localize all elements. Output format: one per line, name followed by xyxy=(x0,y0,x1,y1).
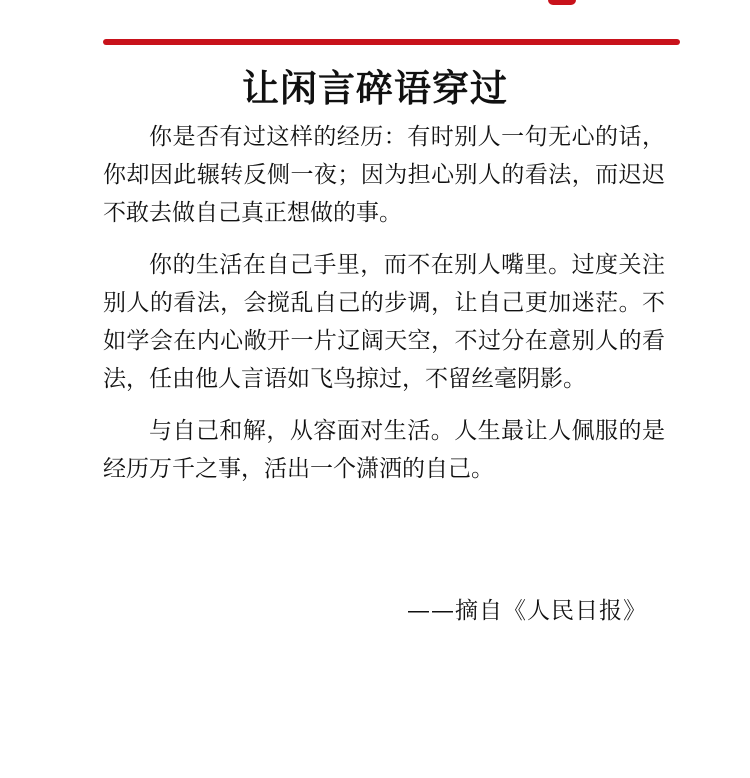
top-decoration xyxy=(548,0,576,5)
paragraph-2: 你的生活在自己手里，而不在别人嘴里。过度关注别人的看法，会搅乱自己的步调，让自己更加迷茫。不如学会在内心敞开一片辽阔天空，不过分在意别人的看法，任由他人言语如飞鸟掠过，不留丝毫阴影。 xyxy=(103,252,665,392)
article-body xyxy=(103,118,665,502)
paragraph-1: 你是否有过这样的经历：有时别人一句无心的话，你却因此辗转反侧一夜；因为担心别人的看法，而迟迟不敢去做自己真正想做的事。 xyxy=(103,124,665,226)
paragraph-3: 与自己和解，从容面对生活。人生最让人佩服的是经历万千之事，活出一个潇洒的自己。 xyxy=(103,418,665,482)
article-title: 让闲言碎语穿过 xyxy=(242,66,508,110)
red-divider xyxy=(103,39,680,45)
source-attribution: ——摘自《人民日报》 xyxy=(407,598,647,624)
